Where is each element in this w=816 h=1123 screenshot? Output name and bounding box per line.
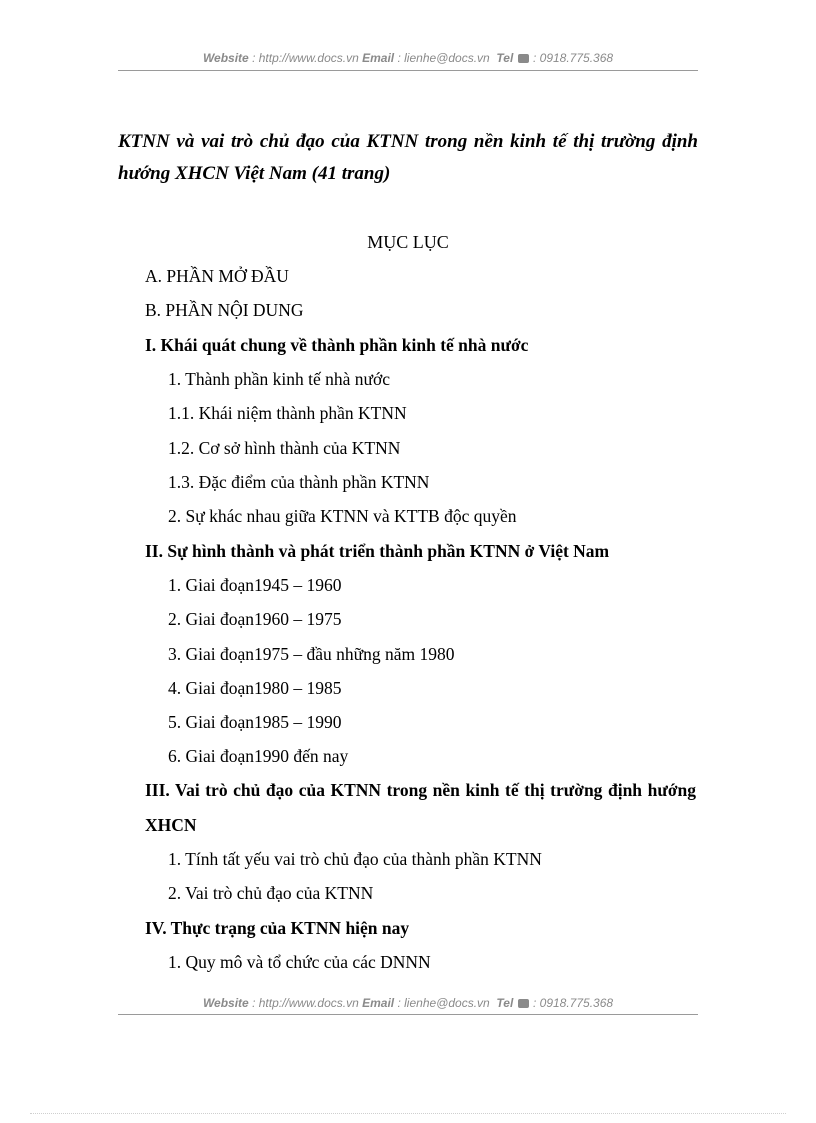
toc-entry: 4. Giai đoạn1980 – 1985: [168, 678, 342, 698]
header-website-value: : http://www.docs.vn: [248, 51, 363, 65]
toc-section-heading: III. Vai trò chủ đạo của KTNN trong nền kinh tế thị trường định hướng XHCN: [145, 780, 696, 835]
page-header: [118, 51, 698, 65]
toc-entry: 1.2. Cơ sở hình thành của KTNN: [168, 438, 401, 458]
toc-entry: 3. Giai đoạn1975 – đầu những năm 1980: [168, 644, 455, 664]
toc-entry: B. PHẦN NỘI DUNG: [145, 300, 304, 320]
footer-website-value: : http://www.docs.vn: [248, 996, 363, 1010]
document-title: KTNN và vai trò chủ đạo của KTNN trong nền kinh tế thị trường định hướng XHCN Việt Nam (41 trang): [118, 131, 698, 184]
phone-icon: [518, 999, 529, 1008]
footer-rule: [118, 1014, 698, 1015]
toc-section-heading: I. Khái quát chung về thành phần kinh tế nhà nước: [145, 335, 529, 355]
toc-entry: 1. Quy mô và tổ chức của các DNNN: [168, 952, 431, 972]
page-bottom-border: [30, 1113, 786, 1114]
toc-entry: A. PHẦN MỞ ĐẦU: [145, 266, 289, 286]
toc-entry: 1.1. Khái niệm thành phần KTNN: [168, 403, 407, 423]
footer-email-value: : lienhe@docs.vn: [394, 996, 494, 1010]
phone-icon: [518, 54, 529, 63]
toc-entry: 5. Giai đoạn1985 – 1990: [168, 712, 342, 732]
header-tel-value: : 0918.775.368: [529, 51, 614, 65]
toc-entry: 1. Giai đoạn1945 – 1960: [168, 575, 342, 595]
header-tel-label: Tel: [496, 51, 514, 65]
toc-entry: 6. Giai đoạn1990 đến nay: [168, 746, 349, 766]
toc-heading: MỤC LỤC: [367, 232, 449, 252]
toc-section-heading: IV. Thực trạng của KTNN hiện nay: [145, 918, 410, 938]
header-email-value: : lienhe@docs.vn: [394, 51, 494, 65]
toc-entry: 2. Giai đoạn1960 – 1975: [168, 609, 342, 629]
footer-email-label: Email: [362, 996, 395, 1010]
toc-entry: 2. Vai trò chủ đạo của KTNN: [168, 883, 374, 903]
footer-tel-value: : 0918.775.368: [529, 996, 614, 1010]
header-rule: [118, 70, 698, 71]
footer-tel-label: Tel: [496, 996, 514, 1010]
toc-entry: 1. Thành phần kinh tế nhà nước: [168, 369, 391, 389]
header-website-label: Website: [202, 51, 249, 65]
header-email-label: Email: [362, 51, 395, 65]
toc-section-heading: II. Sự hình thành và phát triển thành phần KTNN ở Việt Nam: [145, 541, 610, 561]
toc-entry: 2. Sự khác nhau giữa KTNN và KTTB độc quyền: [168, 506, 517, 526]
toc-entry: 1. Tính tất yếu vai trò chủ đạo của thành phần KTNN: [168, 849, 542, 869]
footer-website-label: Website: [202, 996, 249, 1010]
page-footer: [118, 996, 698, 1010]
toc-entry: 1.3. Đặc điểm của thành phần KTNN: [168, 472, 430, 492]
